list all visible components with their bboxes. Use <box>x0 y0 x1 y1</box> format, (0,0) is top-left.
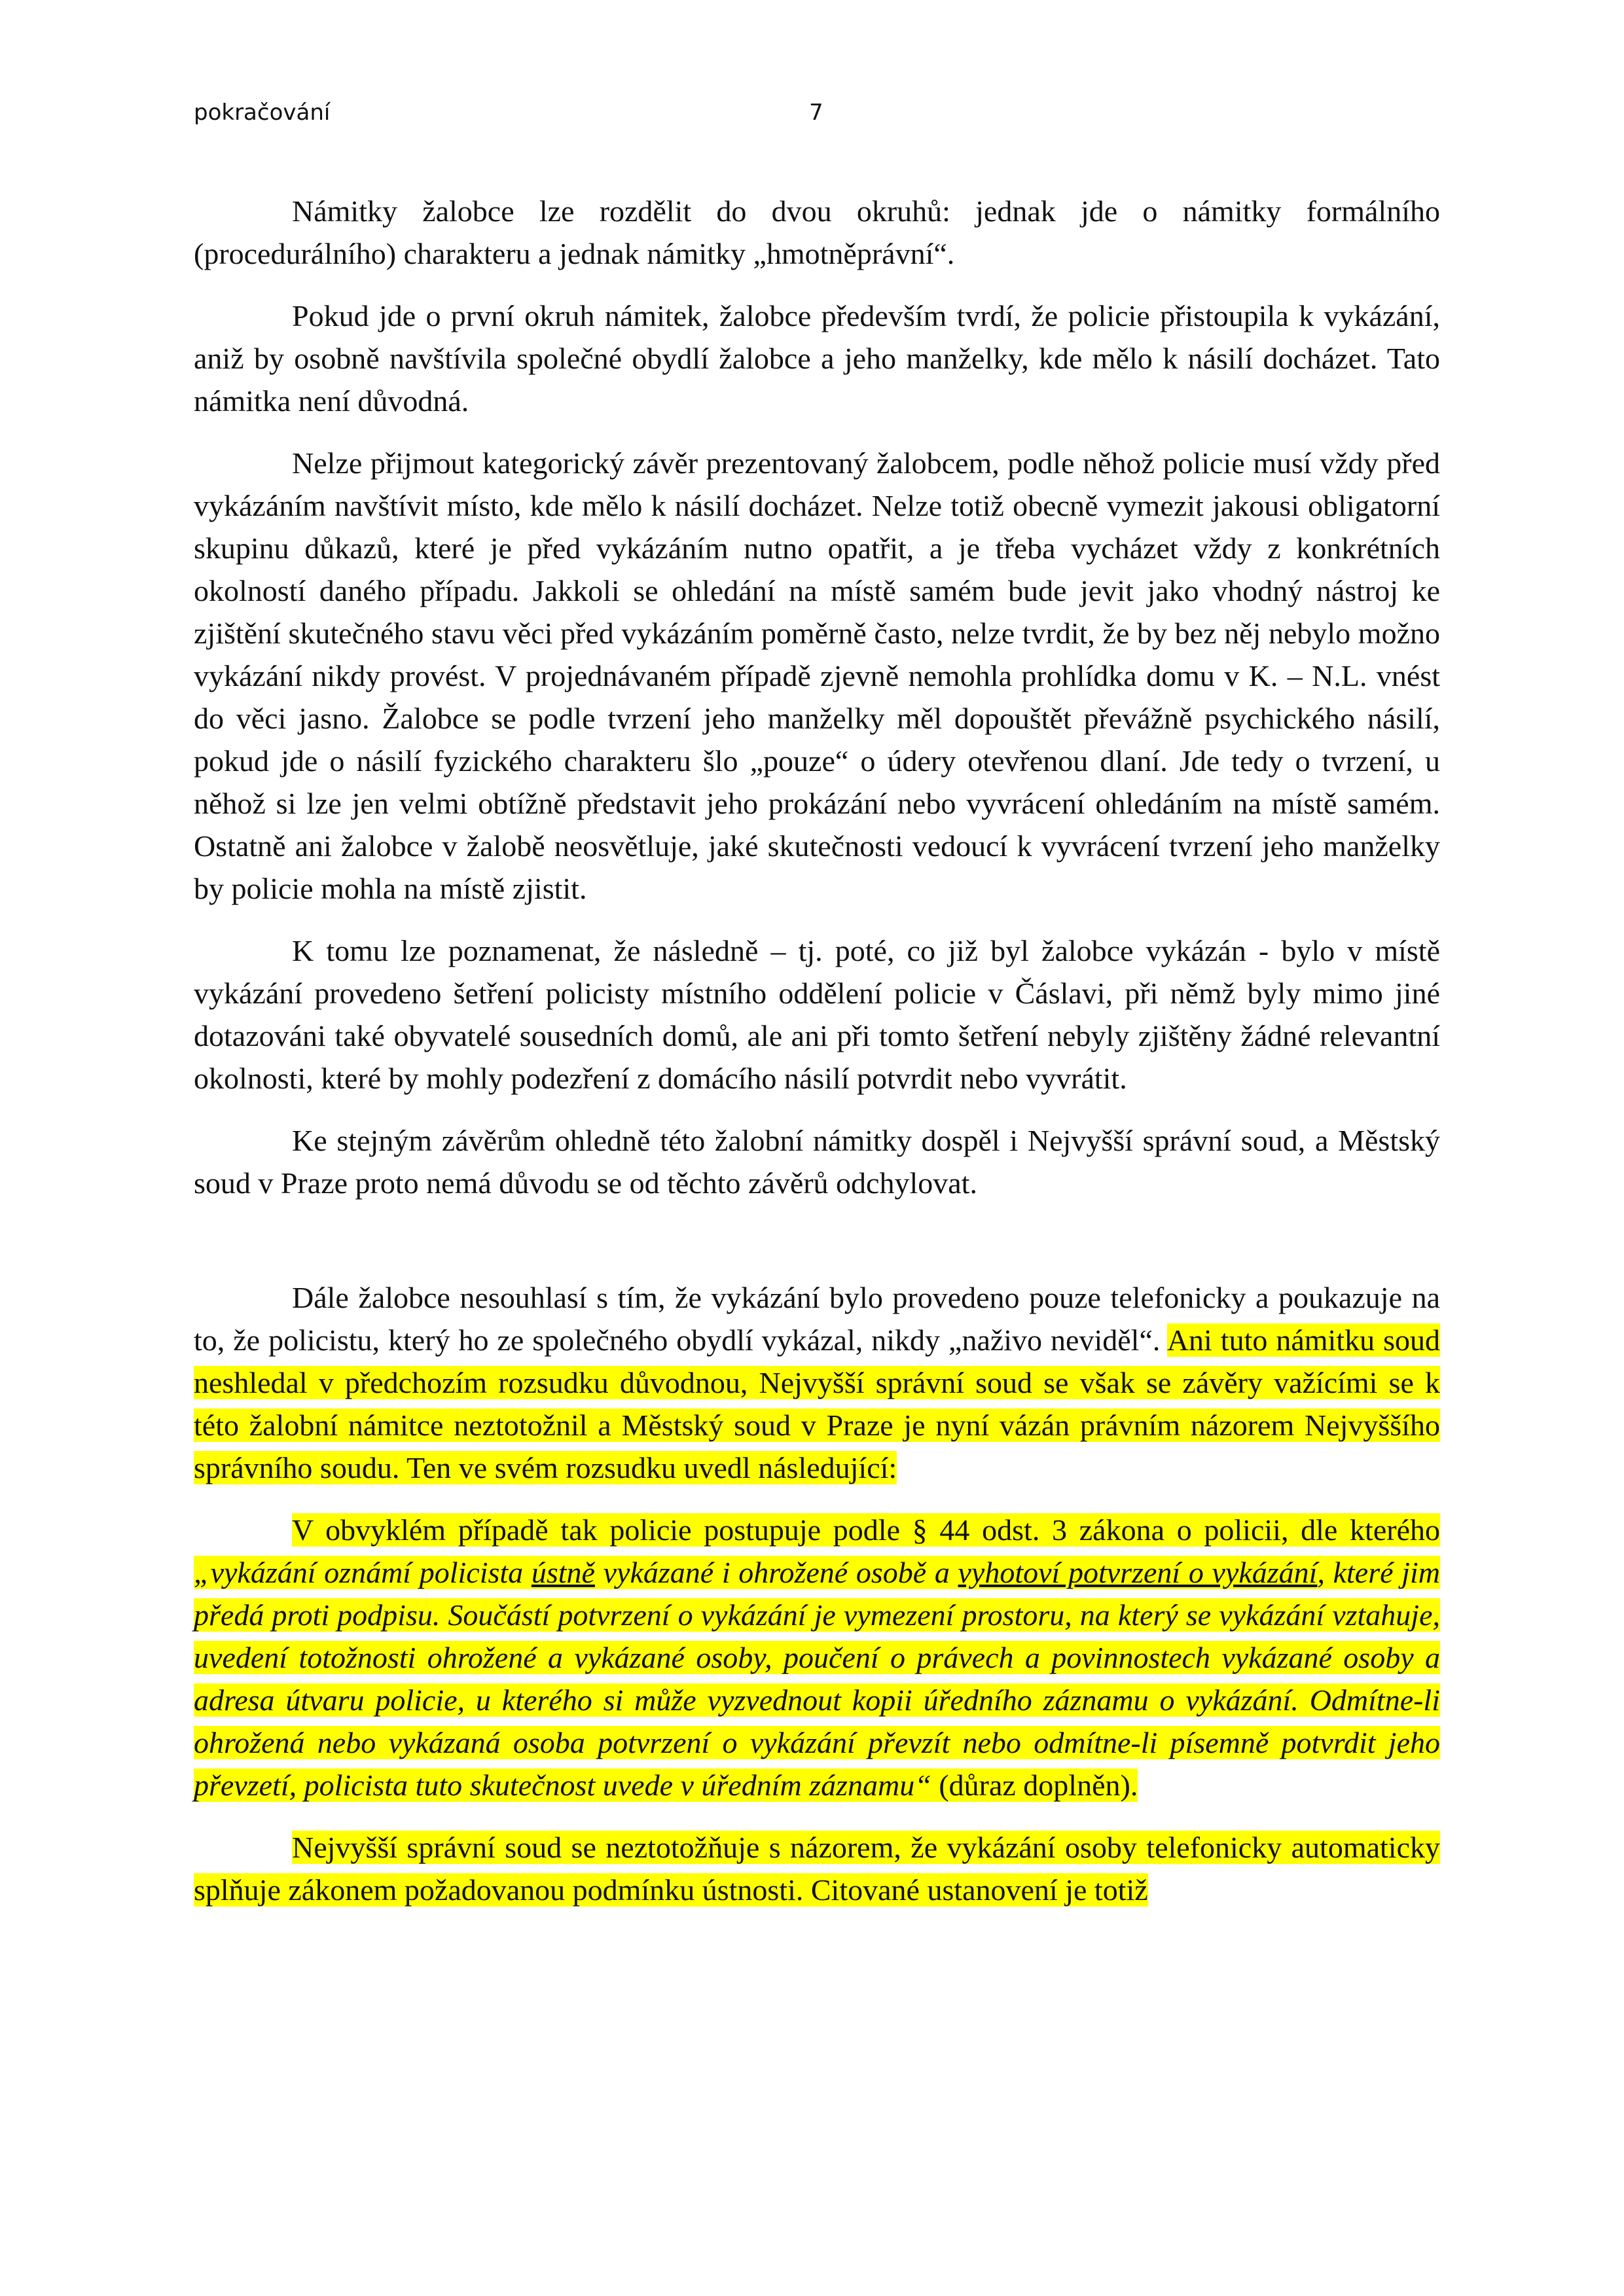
quote-part-3: , které jim předá proti podpisu. Součástí potvrzení o vykázání je vymezení prostoru, na který se vykázání vztahuje, uvedení totožnosti ohrožené a vykázané osoby, poučení o právech a povinnostech vykázané osoby a adresa útvaru policie, u kterého si může vyzvednout kopii úředního záznamu o vykázání. Odmítne-li ohrožená nebo vykázaná osoba potvrzení o vykázání převzít nebo odmítne-li písemně potvrdit jeho převzetí, policista tuto skutečnost uvede v úředním záznamu“ <box>194 1556 1440 1802</box>
quote-part-2: vykázané i ohrožené osobě a <box>594 1556 958 1589</box>
quote-emphasis-note: (důraz doplněn). <box>931 1768 1138 1802</box>
quote-emphasis-orally: ústně <box>531 1556 595 1589</box>
quote-emphasis-certificate: vyhotoví potvrzení o vykázání <box>958 1556 1318 1589</box>
document-body <box>194 190 1440 1931</box>
highlighted-quote-block <box>194 1513 1440 1802</box>
paragraph-objections-overview: Námitky žalobce lze rozdělit do dvou okruhů: jednak jde o námitky formálního (procedurálního) charakteru a jednak námitky „hmotněprávní“. <box>194 194 1440 270</box>
paragraph-telephone-objection <box>194 1276 1440 1489</box>
telephone-objection-text: Dále žalobce nesouhlasí s tím, že vykázání bylo provedeno pouze telefonicky a poukazuje na to, že policistu, který ho ze společného obydlí vykázal, nikdy „naživo neviděl“. <box>194 1281 1440 1357</box>
paragraph-subsequent-investigation: K tomu lze poznamenat, že následně – tj. poté, co již byl žalobce vykázán - bylo v místě vykázání provedeno šetření policisty místního oddělení policie v Čáslavi, při němž byly mimo jiné dotazováni také obyvatelé sousedních domů, ale ani při tomto šetření nebyly zjištěny žádné relevantní okolnosti, které by mohly podezření z domácího násilí potvrdit nebo vyvrátit. <box>194 934 1440 1095</box>
paragraph-police-act-quote <box>194 1509 1440 1806</box>
highlighted-text: Ani tuto námitku soud neshledal v předchozím rozsudku důvodnou, Nejvyšší správní soud se však se závěry važícími se k této žalobní námitce neztotožnil a Městský soud v Praze je nyní vázán právním názorem Nejvyššího správního soudu. Ten ve svém rozsudku uvedl následující: <box>194 1323 1440 1484</box>
header-continuation-label: pokračování <box>194 99 331 126</box>
quote-part-1: „vykázání oznámí policista <box>194 1556 532 1589</box>
paragraph-telephone-not-oral <box>194 1826 1440 1911</box>
paragraph-supreme-court-agreement: Ke stejným závěrům ohledně této žalobní námitky dospěl i Nejvyšší správní soud, a Městský soud v Praze proto nemá důvodu se od těchto závěrů odchylovat. <box>194 1124 1440 1200</box>
paragraph-categorical-conclusion: Nelze přijmout kategorický závěr prezentovaný žalobcem, podle něhož policie musí vždy před vykázáním navštívit místo, kde mělo k násilí docházet. Nelze totiž obecně vymezit jakousi obligatorní skupinu důkazů, které je před vykázáním nutno opatřit, a je třeba vycházet vždy z konkrétních okolností daného případu. Jakkoli se ohledání na místě samém bude jevit jako vhodný nástroj ke zjištění skutečného stavu věci před vykázáním poměrně často, nelze tvrdit, že by bez něj nebylo možno vykázání nikdy provést. V projednávaném případě zjevně nemohla prohlídka domu v K. – N.L. vnést do věci jasno. Žalobce se podle tvrzení jeho manželky měl dopouštět převážně psychického násilí, pokud jde o násilí fyzického charakteru šlo „pouze“ o údery otevřenou dlaní. Jde tedy o tvrzení, u něhož si lze jen velmi obtížně představit jeho prokázání nebo vyvrácení ohledáním na místě samém. Ostatně ani žalobce v žalobě neosvětluje, jaké skutečnosti vedoucí k vyvrácení tvrzení jeho manželky by policie mohla na místě zjistit. <box>194 446 1440 905</box>
paragraph-first-objection: Pokud jde o první okruh námitek, žalobce především tvrdí, že policie přistoupila k vykázání, aniž by osobně navštívila společné obydlí žalobce a jeho manželky, kde mělo k násilí docházet. Tato námitka není důvodná. <box>194 299 1440 418</box>
quote-intro: V obvyklém případě tak policie postupuje podle § 44 odst. 3 zákona o policii, dle kterého <box>292 1513 1440 1547</box>
highlighted-text: Nejvyšší správní soud se neztotožňuje s názorem, že vykázání osoby telefonicky automaticky splňuje zákonem požadovanou podmínku ústnosti. Citované ustanovení je totiž <box>194 1831 1440 1907</box>
page-number: 7 <box>809 99 823 126</box>
